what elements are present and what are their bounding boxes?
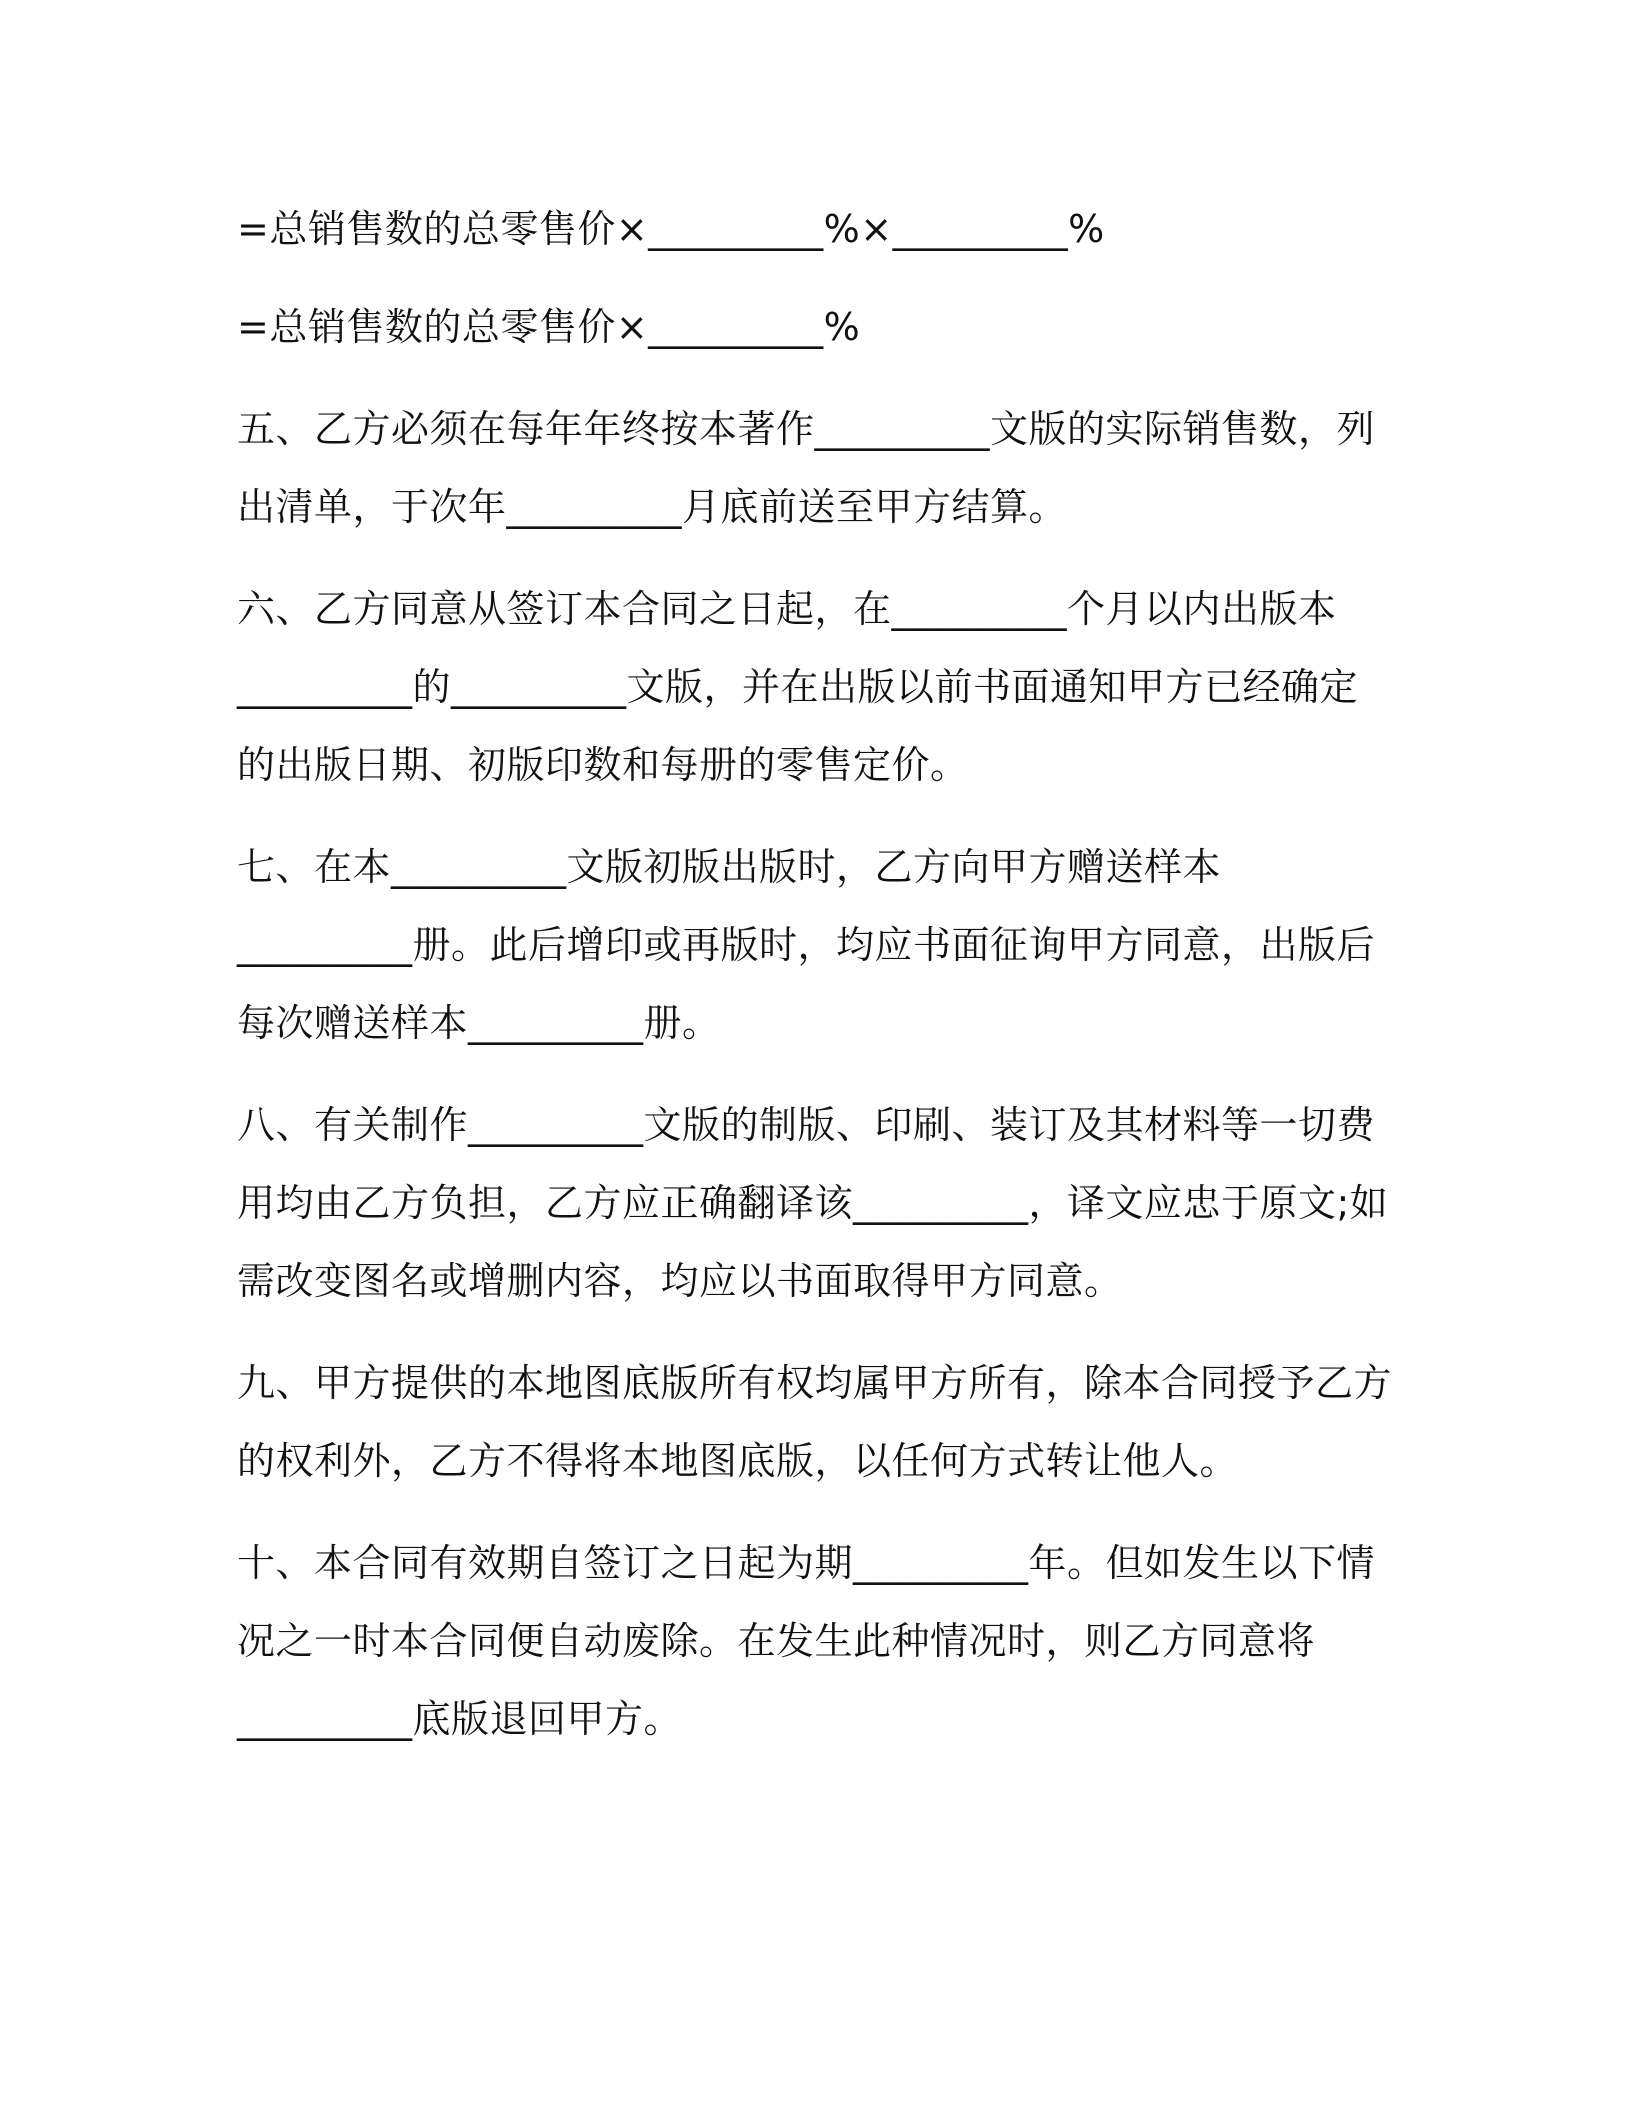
clause-line: _________册。此后增印或再版时，均应书面征询甲方同意，出版后 — [237, 923, 1376, 967]
clause-6 — [237, 570, 1387, 804]
clause-7 — [237, 828, 1387, 1062]
clause-line: 况之一时本合同便自动废除。在发生此种情况时，则乙方同意将 — [237, 1619, 1316, 1663]
clause-line: 用均由乙方负担，乙方应正确翻译该_________，译文应忠于原文;如 — [237, 1181, 1389, 1225]
clause-5 — [237, 390, 1387, 546]
clause-line: 出清单，于次年_________月底前送至甲方结算。 — [237, 485, 1068, 529]
clause-9 — [237, 1344, 1393, 1500]
clause-line: _________的_________文版，并在出版以前书面通知甲方已经确定 — [237, 665, 1359, 709]
clause-line: 需改变图名或增删内容，均应以书面取得甲方同意。 — [237, 1259, 1123, 1303]
clause-line: 七、在本_________文版初版出版时，乙方向甲方赠送样本 — [237, 845, 1222, 889]
clause-line: 的出版日期、初版印数和每册的零售定价。 — [237, 743, 969, 787]
formula-line: =总销售数的总零售价×_________% — [237, 305, 861, 349]
clause-10 — [237, 1524, 1387, 1758]
clause-8 — [237, 1086, 1387, 1320]
clause-line: 的权利外，乙方不得将本地图底版，以任何方式转让他人。 — [237, 1439, 1239, 1483]
clause-line: 十、本合同有效期自签订之日起为期_________年。但如发生以下情 — [237, 1541, 1376, 1585]
clause-line: 六、乙方同意从签订本合同之日起，在_________个月以内出版本 — [237, 587, 1337, 631]
clause-line: 每次赠送样本_________册。 — [237, 1001, 721, 1045]
document-body — [237, 190, 1393, 1758]
clause-line: 九、甲方提供的本地图底版所有权均属甲方所有，除本合同授予乙方 — [237, 1361, 1393, 1405]
clause-line: 八、有关制作_________文版的制版、印刷、装订及其材料等一切费 — [237, 1103, 1376, 1147]
formula-line: =总销售数的总零售价×_________%×_________% — [237, 207, 1105, 251]
clause-line: _________底版退回甲方。 — [237, 1697, 683, 1741]
clause-line: 五、乙方必须在每年年终按本著作_________文版的实际销售数，列 — [237, 407, 1376, 451]
